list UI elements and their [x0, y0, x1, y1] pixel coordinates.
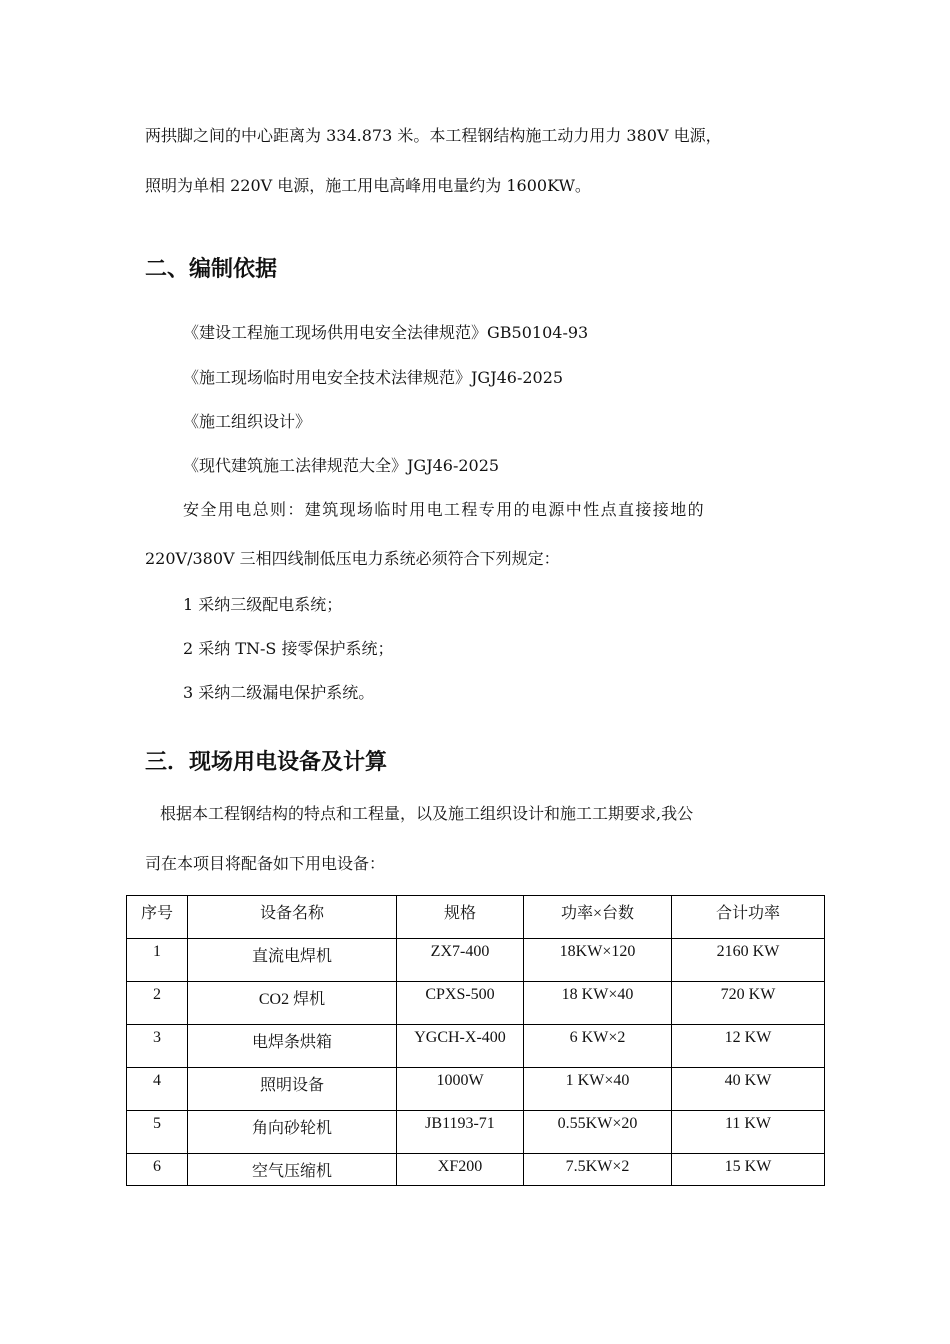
header-cell-spec: 规格 — [397, 896, 524, 939]
table-cell: 2160 KW — [672, 939, 825, 982]
equipment-table — [126, 895, 825, 1186]
table-cell: 照明设备 — [188, 1068, 397, 1111]
table-cell: 1000W — [397, 1068, 524, 1111]
table-cell: 2 — [127, 982, 188, 1025]
safety-rule-line-1: 安全用电总则：建筑现场临时用电工程专用的电源中性点直接接地的 — [183, 500, 706, 519]
table-row — [127, 982, 825, 1025]
table-cell: 电焊条烘箱 — [188, 1025, 397, 1068]
table-cell: 11 KW — [672, 1111, 825, 1154]
header-cell-index: 序号 — [127, 896, 188, 939]
table-cell: 18KW×120 — [524, 939, 672, 982]
table-row — [127, 939, 825, 982]
table-header-row — [127, 896, 825, 939]
section-3-heading: 三．现场用电设备及计算 — [145, 750, 388, 775]
table-cell: 空气压缩机 — [188, 1154, 397, 1186]
reference-item: 《施工现场临时用电安全技术法律规范》JGJ46-2025 — [183, 368, 564, 387]
table-cell: CPXS-500 — [397, 982, 524, 1025]
section-2-heading: 二、编制依据 — [145, 257, 278, 282]
table-cell: 6 KW×2 — [524, 1025, 672, 1068]
table-cell: 直流电焊机 — [188, 939, 397, 982]
table-cell: 3 — [127, 1025, 188, 1068]
table-cell: 1 — [127, 939, 188, 982]
reference-item: 《建设工程施工现场供用电安全法律规范》GB50104-93 — [183, 323, 589, 342]
table-row — [127, 1025, 825, 1068]
table-cell: 6 — [127, 1154, 188, 1186]
table-cell: 7.5KW×2 — [524, 1154, 672, 1186]
table-cell: 角向砂轮机 — [188, 1111, 397, 1154]
table-cell: 1 KW×40 — [524, 1068, 672, 1111]
reference-item: 《施工组织设计》 — [183, 412, 312, 431]
table-cell: CO2 焊机 — [188, 982, 397, 1025]
header-cell-name: 设备名称 — [188, 896, 397, 939]
table-cell: 5 — [127, 1111, 188, 1154]
table-cell: 12 KW — [672, 1025, 825, 1068]
table-row — [127, 1111, 825, 1154]
table-cell: 15 KW — [672, 1154, 825, 1186]
intro-line-2: 照明为单相 220V 电源，施工用电高峰用电量约为 1600KW。 — [145, 176, 591, 195]
table-cell: YGCH-X-400 — [397, 1025, 524, 1068]
table-cell: 720 KW — [672, 982, 825, 1025]
intro-line-1: 两拱脚之间的中心距离为 334.873 米。本工程钢结构施工动力用力 380V 电源， — [145, 126, 722, 145]
table-cell: XF200 — [397, 1154, 524, 1186]
safety-rule-line-2: 220V/380V 三相四线制低压电力系统必须符合下列规定： — [145, 549, 560, 568]
table-row — [127, 1068, 825, 1111]
table-cell: 40 KW — [672, 1068, 825, 1111]
table-cell: 4 — [127, 1068, 188, 1111]
rule-item: 3 采纳二级漏电保护系统。 — [183, 683, 375, 702]
table-cell: 0.55KW×20 — [524, 1111, 672, 1154]
rule-item: 1 采纳三级配电系统； — [183, 595, 343, 614]
rule-item: 2 采纳 TN-S 接零保护系统； — [183, 639, 394, 658]
table-cell: JB1193-71 — [397, 1111, 524, 1154]
section-3-para-line-2: 司在本项目将配备如下用电设备： — [145, 854, 386, 873]
header-cell-power-count: 功率×台数 — [524, 896, 672, 939]
table-cell: ZX7-400 — [397, 939, 524, 982]
header-cell-total-power: 合计功率 — [672, 896, 825, 939]
reference-item: 《现代建筑施工法律规范大全》JGJ46-2025 — [183, 456, 500, 475]
table-row — [127, 1154, 825, 1186]
section-3-para-line-1: 根据本工程钢结构的特点和工程量，以及施工组织设计和施工工期要求,我公 — [160, 804, 694, 823]
table-cell: 18 KW×40 — [524, 982, 672, 1025]
